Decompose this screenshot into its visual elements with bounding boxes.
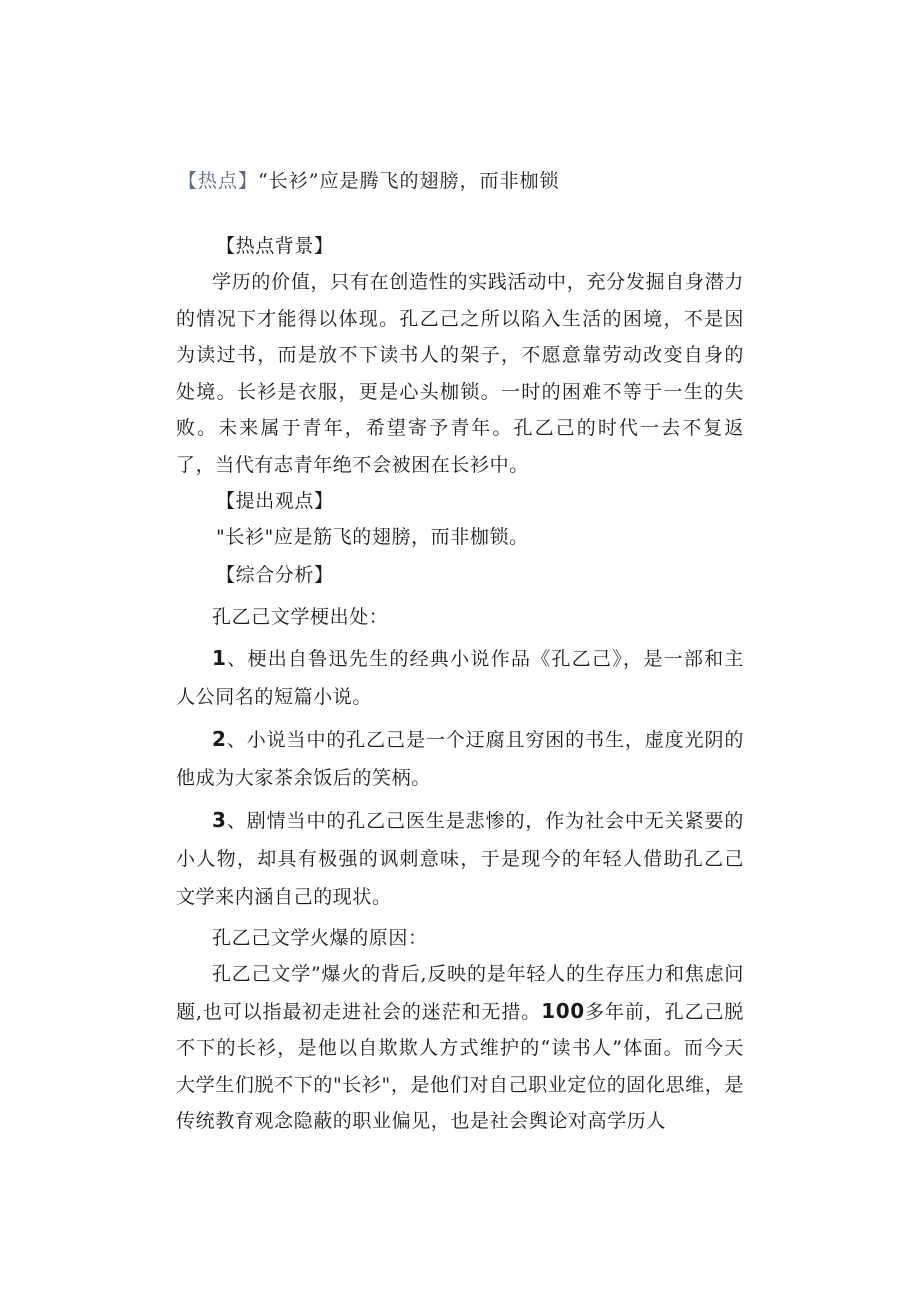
- article-body: [176, 228, 744, 1140]
- viewpoint-paragraph: "长衫"应是筋飞的翅膀，而非枷锁。: [216, 526, 529, 548]
- hot-topic-tag: 【热点】: [178, 170, 259, 192]
- analysis-heading: 【综合分析】: [216, 564, 334, 586]
- origin-point-3-text: 、剧情当中的孔乙己医生是悲惨的，作为社会中无关紧要的小人物，却具有极强的讽刺意味，于是现今的年轻人借助孔乙己文学来内涵自己的现状。: [176, 810, 744, 908]
- origin-point-2-number: 2: [212, 727, 227, 751]
- origin-point-2: [176, 720, 744, 797]
- origin-point-3-number: 3: [212, 808, 227, 832]
- origin-point-3: [176, 801, 744, 916]
- reason-number: 100: [541, 998, 585, 1023]
- viewpoint-heading: 【提出观点】: [216, 490, 334, 512]
- background-heading: 【热点背景】: [216, 235, 334, 257]
- hot-topic-title: [178, 166, 559, 193]
- reason-text-part-2: 多年前，孔乙己脱不下的长衫，是他以自欺欺人方式维护的“读书人”体面。而今天大学生们脱不下的"长衫"，是他们对自己职业定位的固化思维，是传统教育观念隐蔽的职业偏见，也是社会舆论对高学历人: [176, 1000, 744, 1132]
- reason-heading: 孔乙己文学火爆的原因：: [212, 927, 428, 949]
- background-paragraph: 学历的价值，只有在创造性的实践活动中，充分发掘自身潜力的情况下才能得以体现。孔乙己之所以陷入生活的困境，不是因为读过书，而是放不下读书人的架子，不愿意靠劳动改变自身的处境。长衫是衣服，更是心头枷锁。一时的困难不等于一生的失败。未来属于青年，希望寄予青年。孔乙己的时代一去不复返了，当代有志青年绝不会被困在长衫中。: [176, 271, 744, 476]
- origin-point-1-text: 、梗出自鲁迅先生的经典小说作品《孔乙己》，是一部和主人公同名的短篇小说。: [176, 648, 744, 708]
- reason-paragraph: [176, 956, 744, 1140]
- origin-point-2-text: 、小说当中的孔乙己是一个迂腐且穷困的书生，虚度光阴的他成为大家茶余饭后的笑柄。: [176, 729, 744, 789]
- hot-topic-title-text: “长衫”应是腾飞的翅膀，而非枷锁: [258, 170, 560, 192]
- origin-point-1-number: 1: [212, 646, 227, 670]
- origin-point-1: [176, 639, 744, 716]
- origin-heading: 孔乙己文学梗出处：: [212, 606, 389, 628]
- reason-text-part-1: 孔乙己文学”爆火的背后,反映的是年轻人的生存压力和焦虑问题,也可以指最初走进社会的迷茫和无措。: [176, 963, 744, 1023]
